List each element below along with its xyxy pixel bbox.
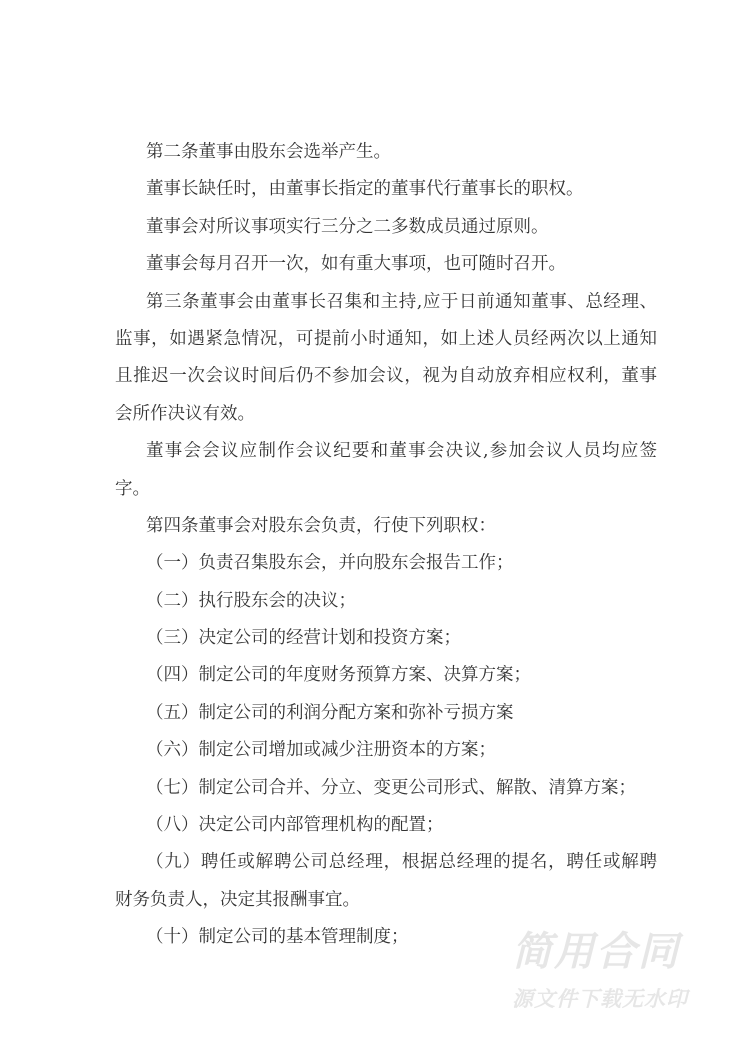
text-line: （三）决定公司的经营计划和投资方案； — [146, 628, 461, 649]
text-line: 会所作决议有效。 — [115, 403, 255, 424]
text-line: 第三条董事会由董事长召集和主持,应于日前通知董事、总经理、 — [146, 291, 657, 312]
text-line: （二）执行股东会的决议； — [146, 590, 356, 611]
document-body — [115, 138, 657, 961]
text-line: 第四条董事会对股东会负责，行使下列职权： — [146, 515, 496, 536]
text-line: 监事，如遇紧急情况，可提前小时通知，如上述人员经两次以上通知 — [115, 328, 657, 349]
text-line: 财务负责人，决定其报酬事宜。 — [115, 889, 360, 910]
watermark-subtitle: 源文件下载无水印 — [512, 987, 688, 1011]
text-line: 董事会会议应制作会议纪要和董事会决议,参加会议人员均应签 — [146, 441, 657, 462]
text-line: 董事会对所议事项实行三分之二多数成员通过原则。 — [146, 216, 549, 237]
text-line: （一）负责召集股东会，并向股东会报告工作； — [146, 553, 514, 574]
text-line: 董事会每月召开一次，如有重大事项，也可随时召开。 — [146, 254, 566, 275]
watermark-title: 简用合同 — [512, 929, 680, 975]
text-line: 董事长缺任时，由董事长指定的董事代行董事长的职权。 — [146, 179, 584, 200]
text-line: （七）制定公司合并、分立、变更公司形式、解散、清算方案； — [146, 777, 636, 798]
text-line: （六）制定公司增加或减少注册资本的方案； — [146, 740, 496, 761]
text-line: （五）制定公司的利润分配方案和弥补亏损方案 — [146, 702, 514, 723]
text-line: （八）决定公司内部管理机构的配置； — [146, 815, 444, 836]
watermark — [512, 920, 688, 1013]
text-line: 字。 — [115, 478, 150, 499]
text-line: （四）制定公司的年度财务预算方案、决算方案； — [146, 665, 531, 686]
text-line: 且推迟一次会议时间后仍不参加会议，视为自动放弃相应权利，董事 — [115, 366, 657, 387]
text-line: （十）制定公司的基本管理制度； — [146, 927, 409, 948]
text-line: 第二条董事由股东会选举产生。 — [146, 142, 391, 162]
text-line: （九）聘任或解聘公司总经理，根据总经理的提名，聘任或解聘 — [146, 852, 657, 873]
